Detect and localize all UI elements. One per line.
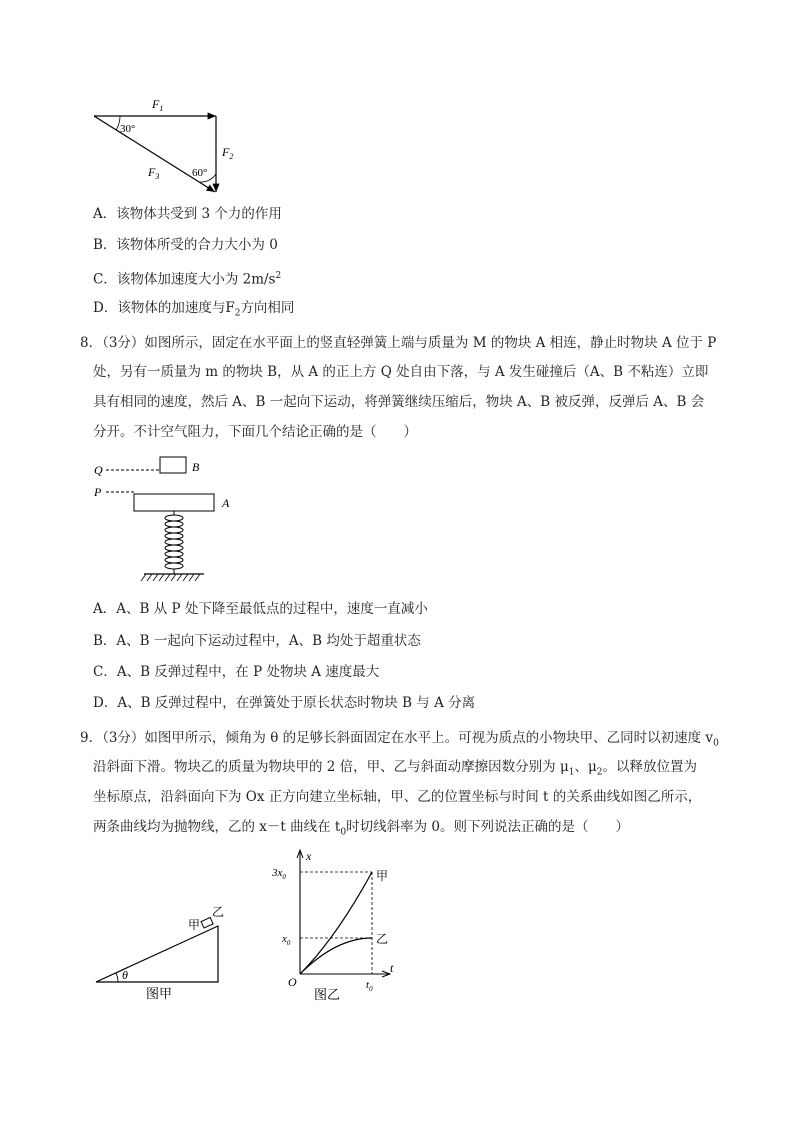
q9-text-line-4 (93, 817, 629, 843)
q8-option-b: B．A、B 一起向下运动过程中，A、B 均处于超重状态 (93, 633, 421, 649)
q9-line2-sub1: 1 (568, 767, 575, 778)
q7-option-c-sup: 2 (275, 271, 282, 281)
q9-text-line-2 (93, 757, 697, 783)
incline-figure (92, 900, 232, 1004)
q7-option-d-sub: 2 (234, 308, 241, 319)
spring-block-figure (90, 452, 250, 586)
q9-line2-a: 沿斜面下滑。物块乙的质量为物块甲的 2 倍，甲、乙与斜面动摩擦因数分别为 μ (93, 759, 569, 775)
theta-label: θ (122, 968, 128, 982)
q7-option-d-text: D．该物体的加速度与F (93, 300, 235, 316)
q9-line4-sub: 0 (340, 827, 347, 838)
q8-text-line-2: 处，另有一质量为 m 的物块 B，从 A 的正上方 Q 处自由下落，与 A 发生碰撞后（A、B 不粘连）立即 (93, 364, 709, 380)
incline-triangle (96, 926, 218, 982)
origin-label: O (288, 975, 297, 989)
q8-option-d: D．A、B 反弹过程中，在弹簧处于原长状态时物块 B 与 A 分离 (93, 695, 476, 711)
x0-label: $x_0$ (282, 933, 291, 947)
q7-option-a: A．该物体共受到 3 个力的作用 (93, 206, 282, 222)
f2-label: $F_2$ (222, 145, 234, 161)
q9-text-line-3: 坐标原点，沿斜面向下为 Ox 正方向建立坐标轴，甲、乙的位置坐标与时间 t 的关系曲线如图乙所示， (93, 789, 702, 805)
t0-label: $t_0$ (366, 979, 373, 993)
ground-hatch (141, 574, 200, 581)
spring (165, 511, 183, 574)
block-jia-yi (201, 917, 213, 928)
angle-60-label: 60° (192, 167, 208, 179)
q8-option-c: C．A、B 反弹过程中，在 P 处物块 A 速度最大 (93, 664, 380, 680)
q8-text-line-4: 分开。不计空气阻力，下面几个结论正确的是（ ） (93, 424, 417, 440)
q-label: Q (94, 463, 103, 477)
curve-yi (300, 938, 372, 974)
yi-label: 乙 (212, 905, 225, 919)
q8-text-line-3: 具有相同的速度，然后 A、B 一起向下运动，将弹簧继续压缩后，物块 A、B 被反弹，反弹后 A、B 会 (93, 394, 705, 410)
jia-label: 甲 (188, 918, 201, 932)
block-b (160, 457, 186, 473)
b-label: B (192, 460, 200, 474)
q9-line1-sub: 0 (713, 738, 719, 749)
f1-label: $F_1$ (152, 97, 164, 113)
q9-line2-sub2: 2 (596, 767, 603, 778)
q8-option-a: A．A、B 从 P 处下降至最低点的过程中，速度一直减小 (93, 601, 428, 617)
q9-line4-b: 时切线斜率为 0。则下列说法正确的是（ ） (346, 819, 629, 835)
p-label: P (94, 485, 102, 499)
q7-option-c (93, 266, 281, 290)
q7-option-d (93, 298, 294, 324)
f3-label: $F_3$ (148, 165, 160, 181)
fig-yi-caption: 图乙 (314, 987, 341, 1002)
x3-label: $3x_0$ (272, 867, 286, 881)
force-triangle-figure (88, 92, 248, 200)
q9-line1-text: 9．（3分）如图甲所示，倾角为 θ 的足够长斜面固定在水平上。可视为质点的小物块甲、乙同时以初速度 v (80, 730, 714, 746)
angle-30-label: 30° (120, 123, 136, 135)
q8-text-line-1: 8．（3分）如图所示，固定在水平面上的竖直轻弹簧上端与质量为 M 的物块 A 相连，静止时物块 A 位于 P (80, 335, 717, 351)
curve-jia (300, 872, 372, 974)
q9-line2-c: 。以释放位置为 (602, 759, 697, 775)
q7-option-c-text: C．该物体加速度大小为 2m/s (93, 271, 276, 288)
q9-text-line-1 (80, 728, 719, 754)
curve-jia-label: 甲 (376, 869, 389, 883)
q7-option-d-tail: 方向相同 (240, 300, 295, 316)
q9-line4-a: 两条曲线均为抛物线，乙的 x－t 曲线在 t (93, 819, 341, 835)
q9-line2-b: 、μ (574, 759, 597, 775)
t-axis-label: t (390, 961, 394, 975)
x-axis-label: x (306, 849, 312, 863)
q7-option-b: B．该物体所受的合力大小为 0 (93, 237, 278, 253)
block-a (134, 494, 214, 511)
a-label: A (222, 496, 230, 510)
xt-graph-figure (268, 846, 408, 1004)
fig-jia-caption: 图甲 (146, 986, 173, 1001)
curve-yi-label: 乙 (376, 932, 389, 946)
